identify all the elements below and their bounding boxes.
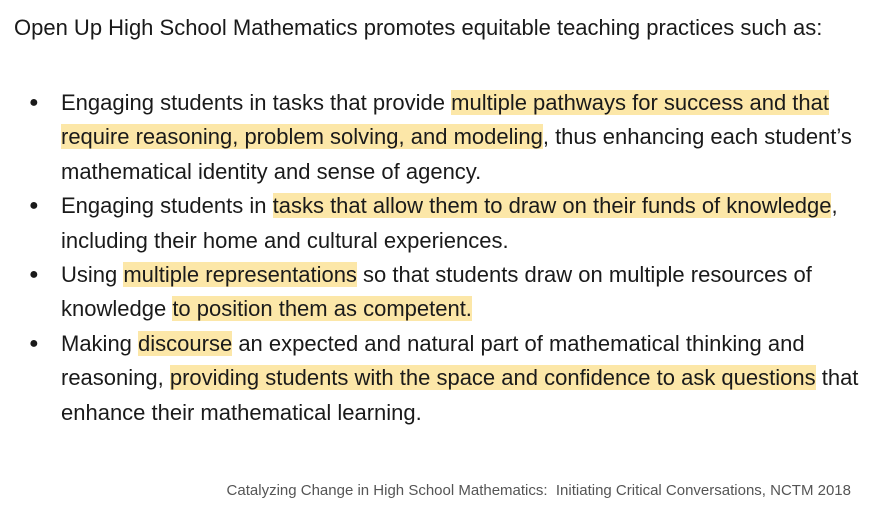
bullet-icon: ● — [29, 197, 39, 215]
item-text: so that students draw on multiple resources of knowledge — [61, 262, 812, 322]
highlighted-text: multiple pathways for success and that require reasoning, problem solving, and modeling — [61, 90, 829, 150]
item-text: Engaging students in tasks that provide — [61, 90, 452, 115]
item-text: Making — [61, 330, 139, 356]
item-text: , thus enhancing each student’s mathematical identity and sense of agency. — [61, 124, 852, 184]
intro-text: Open Up High School Mathematics promotes equitable teaching practices such as: — [14, 15, 823, 40]
highlighted-text: to position them as competent. — [172, 296, 472, 322]
bullet-icon: ● — [29, 334, 39, 352]
item-text: Using — [61, 262, 124, 288]
highlighted-text: discourse — [138, 330, 233, 356]
list-item — [0, 327, 870, 430]
item-text: Engaging students in — [61, 193, 273, 219]
item-text: , including their home and cultural experiences. — [61, 193, 838, 253]
bullet-icon: ● — [29, 94, 39, 111]
bullet-icon: ● — [29, 266, 39, 284]
highlighted-text: providing students with the space and confidence to ask questions — [169, 365, 816, 391]
list-item — [0, 258, 870, 327]
highlighted-text: tasks that allow them to draw on their funds of knowledge — [272, 193, 832, 219]
citation: Catalyzing Change in High School Mathematics: Initiating Critical Conversations, NCTM 2018 — [226, 482, 851, 499]
list-item — [0, 86, 870, 189]
item-text: an expected and natural part of mathematical thinking and reasoning, — [61, 330, 805, 391]
highlighted-text: multiple representations — [123, 262, 357, 288]
item-text: that enhance their mathematical learning. — [61, 365, 859, 425]
practices-list — [0, 86, 870, 430]
list-item — [0, 189, 870, 258]
